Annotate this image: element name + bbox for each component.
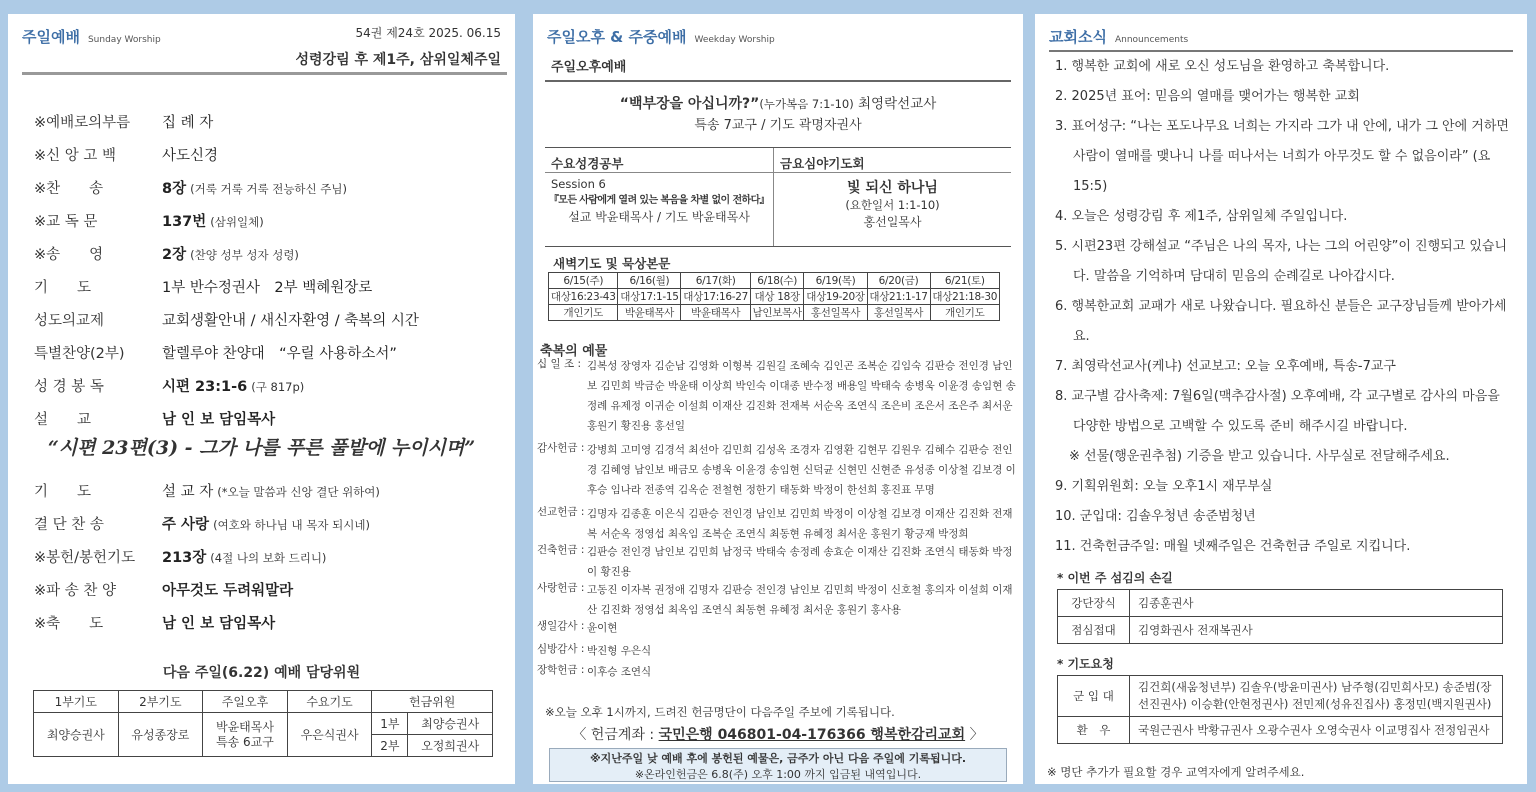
order-label: 성 경 봉 독 xyxy=(34,379,104,395)
dawn-cell: 홍선일목사 xyxy=(867,305,930,321)
order-row xyxy=(34,408,275,429)
prayer-title: * 기도요청 xyxy=(1057,657,1114,671)
announcement-item: 1. 행복한 교회에 새로 오신 성도님을 환영하고 축복합니다. xyxy=(1055,59,1390,74)
order-row xyxy=(34,375,304,396)
prayer-row xyxy=(1058,717,1503,744)
offering-notice: ※오늘 오후 1시까지, 드려진 헌금명단이 다음주일 주보에 기록됩니다. xyxy=(545,705,895,719)
blessing-label: 장학헌금 : xyxy=(537,664,585,676)
afternoon-preacher: 최영락선교사 xyxy=(858,96,937,112)
order-label: ※봉헌/봉헌기도 xyxy=(34,550,136,566)
order-label: ※교 독 문 xyxy=(34,214,98,230)
order-row xyxy=(34,144,218,165)
weekday-header xyxy=(547,26,775,47)
dawn-row xyxy=(549,273,1000,289)
announcement-item: 7. 최영락선교사(케냐) 선교보고: 오늘 오후예배, 특송-7교구 xyxy=(1055,359,1396,374)
header-divider xyxy=(22,72,507,75)
order-label: ※송 영 xyxy=(34,247,104,263)
order-note: (구 817p) xyxy=(251,380,305,394)
serve-title: * 이번 주 섬김의 손길 xyxy=(1057,571,1173,585)
weekday-subtitle: Weekday Worship xyxy=(694,35,775,45)
worship-header xyxy=(22,26,161,47)
announcements-subtitle: Announcements xyxy=(1114,35,1189,45)
blessing-label: 십 일 조 : xyxy=(537,358,581,370)
friday-ref: (요한일서 1:1-10) xyxy=(845,198,940,212)
midweek-box xyxy=(545,147,1011,247)
order-row xyxy=(34,612,275,633)
announcement-item: 5. 시편23편 강해설교 “주님은 나의 목자, 나는 그의 어린양”이 진행되고 있습니다. 말씀을 기억하며 담대히 믿음의 순례길로 나아갑시다. xyxy=(1055,239,1508,284)
weekday-worship-panel xyxy=(533,14,1023,784)
order-row xyxy=(34,276,372,297)
serve-row xyxy=(1058,617,1503,644)
order-row xyxy=(34,243,299,264)
announcement-item: 4. 오늘은 성령강림 후 제1주, 삼위일체 주일입니다. xyxy=(1055,209,1348,224)
order-value: 사도신경 xyxy=(162,148,219,164)
blessing-label: 건축헌금 : xyxy=(537,544,585,556)
announcement-item: ※ 선물(행운권추첨) 기증을 받고 있습니다. 사무실로 전달해주세요. xyxy=(1069,449,1450,464)
afternoon-divider xyxy=(545,80,1011,82)
dawn-cell: 대상17:1-15 xyxy=(618,289,681,305)
order-row xyxy=(34,210,264,231)
announcement-item: 2. 2025년 표어: 믿음의 열매를 맺어가는 행복한 교회 xyxy=(1055,89,1360,104)
serve-value: 김영화권사 전재복권사 xyxy=(1130,617,1503,644)
blessing-names: 김명자 김종훈 이은식 김판승 전인경 남인보 김민희 박정이 이상철 김보경 이재산 김진화 전재복 서순옥 정영섭 최옥임 조복순 조연식 최동현 유혜정 최서운 홍원기 황긍재 박정희 xyxy=(587,508,1013,540)
duty-header: 2부기도 xyxy=(118,691,203,713)
dawn-cell: 남인보목사 xyxy=(750,305,804,321)
dawn-cell: 6/16(월) xyxy=(618,273,681,289)
blessing-title: 축복의 예물 xyxy=(540,344,608,359)
order-label: 성도의교제 xyxy=(34,313,105,329)
announcements-title: 교회소식 xyxy=(1049,28,1107,46)
offering-part: 1부 xyxy=(372,713,408,735)
offering-info-line2: ※온라인헌금은 6.8(주) 오후 1:00 까지 입금된 내역입니다. xyxy=(634,768,922,781)
dawn-cell: 6/20(금) xyxy=(867,273,930,289)
worship-title: 주일예배 xyxy=(22,28,80,46)
sermon-title: “시편 23편(3) - 그가 나를 푸른 풀밭에 누이시며” xyxy=(47,437,476,459)
dawn-cell: 개인기도 xyxy=(930,305,1000,321)
order-row xyxy=(34,480,380,501)
worship-subtitle: Sunday Worship xyxy=(87,35,161,45)
dawn-cell: 대상21:1-17 xyxy=(867,289,930,305)
wednesday-roles: 설교 박윤태목사 / 기도 박윤태목사 xyxy=(568,210,750,224)
dawn-cell: 박윤태목사 xyxy=(681,305,750,321)
duty-header: 수요기도 xyxy=(287,691,372,713)
order-label: 기 도 xyxy=(34,484,92,500)
order-value: 1부 반수정권사 2부 백혜원장로 xyxy=(162,280,373,296)
blessing-row xyxy=(537,618,1017,638)
dawn-cell: 대상19-20장 xyxy=(804,289,867,305)
order-value: 시편 23:1-6 xyxy=(162,379,248,395)
prayer-value: 김건희(새움청년부) 김솔우(방윤미권사) 남주형(김민희사모) 송준범(장선진권사) 이승환(안현정권사) 전민제(성유진집사) 홍정민(백지원권사) xyxy=(1130,676,1503,717)
order-label: 결 단 찬 송 xyxy=(34,517,104,533)
order-label: ※예배로의부름 xyxy=(34,115,131,131)
order-note: (거룩 거룩 거룩 전능하신 주님) xyxy=(190,182,348,196)
duty-header: 1부기도 xyxy=(34,691,119,713)
blessing-names: 강병희 고미영 김경석 최선아 김민희 김성옥 조경자 김영환 김현무 김원우 김혜수 김판승 전인경 김혜영 남인보 배금모 송병욱 이윤경 송임현 신덕균 신현민 신현준 유성종 이상철 김보경 이후승 임나라 전종역 김옥순 전철현 정한기 태동화 박정이 한선희 홍진표 무명 xyxy=(587,444,1016,496)
blessing-label: 생일감사 : xyxy=(537,620,585,632)
order-value: 아무것도 두려워말라 xyxy=(162,583,294,599)
blessing-row xyxy=(537,662,1017,682)
prayer-label: 환 우 xyxy=(1058,717,1130,744)
dawn-cell: 홍선일목사 xyxy=(804,305,867,321)
order-value: 남 인 보 담임목사 xyxy=(162,412,276,428)
duty-prayer1: 최양승권사 xyxy=(34,713,119,757)
announcement-list xyxy=(1055,52,1515,562)
order-note: (삼위일체) xyxy=(210,215,264,229)
announcements-header xyxy=(1049,26,1188,47)
order-row xyxy=(34,579,293,600)
blessing-row xyxy=(537,641,1017,661)
blessing-names: 고동진 이자복 권정애 김명자 김판승 전인경 남인보 김민희 박정이 신호철 홍의자 이설희 이재산 김진화 정영섭 최옥임 조연식 최동현 유혜정 최서운 홍원기 홍사용 xyxy=(587,584,1013,616)
announcement-item: 8. 교구별 감사축제: 7월6일(맥추감사절) 오후예배, 각 교구별로 감사의 마음을 다양한 방법으로 고백할 수 있도록 준비 해주시길 바랍니다. xyxy=(1055,389,1500,434)
order-note: (*오늘 말씀과 신앙 결단 위하여) xyxy=(217,485,380,499)
order-value: 2장 xyxy=(162,247,187,263)
wednesday-session: Session 6 xyxy=(551,177,606,191)
blessing-names: 박진형 우은식 xyxy=(587,645,652,657)
dawn-title: 새벽기도 및 묵상본문 xyxy=(553,256,671,271)
order-row xyxy=(34,546,326,567)
order-value: 213장 xyxy=(162,550,207,566)
blessing-label: 선교헌금 : xyxy=(537,506,585,518)
duty-afternoon: 박윤태목사 특송 6교구 xyxy=(203,713,288,757)
offering-account xyxy=(533,724,1023,744)
dawn-cell: 6/17(화) xyxy=(681,273,750,289)
sunday-worship-panel xyxy=(8,14,515,784)
serve-row xyxy=(1058,590,1503,617)
blessing-names: 김복성 장영자 김순남 김영화 이형복 김원길 조혜숙 김인곤 조복순 김임숙 김판승 전인경 남인보 김민희 박금순 박윤태 이상희 박인숙 이대종 반수정 배용일 박태숙 송병욱 이윤경 송임현 송정례 유제정 이귀순 이설희 이재산 김진화 전재복 서순옥 조연식 조은비 조은서 조은주 최서운 홍원기 황진용 홍선일 xyxy=(587,360,1016,432)
dawn-cell: 6/15(주) xyxy=(549,273,618,289)
order-label: ※축 도 xyxy=(34,616,104,632)
dawn-cell: 박윤태목사 xyxy=(618,305,681,321)
announcement-item: 3. 표어성구: “나는 포도나무요 너희는 가지라 그가 내 안에, 내가 그 안에 거하면 사람이 열매를 맺나니 나를 떠나서는 너희가 아무것도 할 수 없음이라” (요15:5) xyxy=(1055,119,1509,194)
order-note: (4절 나의 보화 드리니) xyxy=(210,551,327,565)
offering-name: 최양승권사 xyxy=(408,713,493,735)
blessing-row xyxy=(537,440,1017,500)
blessing-row xyxy=(537,542,1017,582)
blessing-label: 사랑헌금 : xyxy=(537,582,585,594)
dawn-cell: 대상21:18-30 xyxy=(930,289,1000,305)
afternoon-sermon-ref: (누가복음 7:1-10) xyxy=(759,97,854,111)
next-week-title: 다음 주일(6.22) 예배 담당위원 xyxy=(162,665,361,681)
announcements-panel xyxy=(1035,14,1527,784)
blessing-label: 감사헌금 : xyxy=(537,442,585,454)
issue-info: 54권 제24호 2025. 06.15 xyxy=(355,26,501,40)
order-label: 설 교 xyxy=(34,412,92,428)
blessing-names: 윤이현 xyxy=(587,622,618,634)
next-week-duty-table xyxy=(33,690,493,757)
account-label: 〈 헌금계좌 : xyxy=(572,727,655,743)
dawn-row xyxy=(549,289,1000,305)
blessing-row xyxy=(537,356,1017,436)
order-value: 8장 xyxy=(162,181,187,197)
order-value: 설 교 자 xyxy=(162,484,214,500)
wednesday-study xyxy=(545,148,773,246)
order-value: 교회생활안내 / 새신자환영 / 축복의 시간 xyxy=(162,313,419,329)
prayer-request-table xyxy=(1057,675,1503,744)
dawn-cell: 대상17:16-27 xyxy=(681,289,750,305)
prayer-row xyxy=(1058,676,1503,717)
dawn-cell: 6/21(토) xyxy=(930,273,1000,289)
announcement-item: 11. 건축헌금주일: 매월 넷째주일은 건축헌금 주일로 지킵니다. xyxy=(1055,539,1411,554)
order-label: ※파 송 찬 양 xyxy=(34,583,117,599)
friday-prayer xyxy=(774,148,1011,246)
duty-header: 주일오후 xyxy=(203,691,288,713)
order-value: 137번 xyxy=(162,214,207,230)
blessing-row xyxy=(537,580,1017,620)
friday-leader: 홍선일목사 xyxy=(863,215,922,229)
dawn-prayer-table xyxy=(548,272,1000,321)
account-end: 〉 xyxy=(969,727,984,743)
sunday-theme: 성령강림 후 제1주, 삼위일체주일 xyxy=(295,52,501,68)
blessing-names: 이후승 조연식 xyxy=(587,666,652,678)
order-note: (여호와 하나님 내 목자 되시네) xyxy=(213,518,370,532)
blessing-row xyxy=(537,504,1017,544)
afternoon-sermon xyxy=(533,92,1023,113)
afternoon-special: 특송 7교구 / 기도 곽명자권사 xyxy=(694,118,862,133)
account-number: 국민은행 046801-04-176366 행복한감리교회 xyxy=(658,727,966,743)
blessing-label: 심방감사 : xyxy=(537,643,585,655)
serve-label: 강단장식 xyxy=(1058,590,1130,617)
afternoon-sermon-title: “백부장을 아십니까?” xyxy=(619,96,760,112)
wednesday-head: 수요성경공부 xyxy=(545,148,773,173)
friday-head: 금요심야기도회 xyxy=(774,148,1011,173)
dawn-cell: 대상16:23-43 xyxy=(549,289,618,305)
prayer-label: 군 입 대 xyxy=(1058,676,1130,717)
blessing-names: 김판승 전인경 남인보 김민희 남정국 박태숙 송정례 송효순 이재산 김진화 조연식 태동화 박정이 황진용 xyxy=(587,546,1013,578)
order-note: (찬양 성부 성자 성령) xyxy=(190,248,299,262)
order-value: 주 사랑 xyxy=(162,517,210,533)
order-label: ※찬 송 xyxy=(34,181,104,197)
prayer-value: 국원근권사 박황규권사 오광수권사 오영숙권사 이교명집사 전정임권사 xyxy=(1130,717,1503,744)
wednesday-topic: 『모든 사람에게 열려 있는 복음을 차별 없이 전하다』 xyxy=(548,195,770,206)
order-row xyxy=(34,309,419,330)
dawn-cell: 대상 18장 xyxy=(750,289,804,305)
offering-part: 2부 xyxy=(372,735,408,757)
weekday-title: 주일오후 & 주중예배 xyxy=(547,28,687,46)
announcement-item: 10. 군입대: 김솔우청년 송준범청년 xyxy=(1055,509,1256,524)
order-label: 특별찬양(2부) xyxy=(34,346,125,362)
announcement-item: 6. 행복한교회 교패가 새로 나왔습니다. 필요하신 분들은 교구장님들께 받아가세요. xyxy=(1055,299,1507,344)
duty-wednesday: 우은식권사 xyxy=(287,713,372,757)
order-value: 남 인 보 담임목사 xyxy=(162,616,276,632)
dawn-row xyxy=(549,305,1000,321)
afternoon-label: 주일오후예배 xyxy=(551,60,627,75)
dawn-cell: 개인기도 xyxy=(549,305,618,321)
serve-table xyxy=(1057,589,1503,644)
offering-info-box xyxy=(549,748,1007,782)
order-label: ※신 앙 고 백 xyxy=(34,148,117,164)
order-row xyxy=(34,177,347,198)
duty-prayer2: 유성종장로 xyxy=(118,713,203,757)
offering-name: 오정희권사 xyxy=(408,735,493,757)
offering-info-line1: ※지난주일 낮 예배 후에 봉헌된 예물은, 금주가 아닌 다음 주일에 기록됩니다. xyxy=(589,752,967,765)
duty-header: 헌금위원 xyxy=(372,691,493,713)
order-row xyxy=(34,513,370,534)
announcement-item: 9. 기획위원회: 오늘 오후1시 재무부실 xyxy=(1055,479,1273,494)
dawn-cell: 6/18(수) xyxy=(750,273,804,289)
order-value: 할렐루야 찬양대 “우릴 사용하소서” xyxy=(162,346,397,362)
friday-title: 빛 되신 하나님 xyxy=(847,180,938,196)
serve-value: 김종훈권사 xyxy=(1130,590,1503,617)
order-value: 집 례 자 xyxy=(162,115,214,131)
dawn-cell: 6/19(목) xyxy=(804,273,867,289)
order-row xyxy=(34,342,397,363)
order-row xyxy=(34,111,213,132)
order-label: 기 도 xyxy=(34,280,92,296)
serve-label: 점심접대 xyxy=(1058,617,1130,644)
announcements-footnote: ※ 명단 추가가 필요할 경우 교역자에게 알려주세요. xyxy=(1047,765,1305,779)
